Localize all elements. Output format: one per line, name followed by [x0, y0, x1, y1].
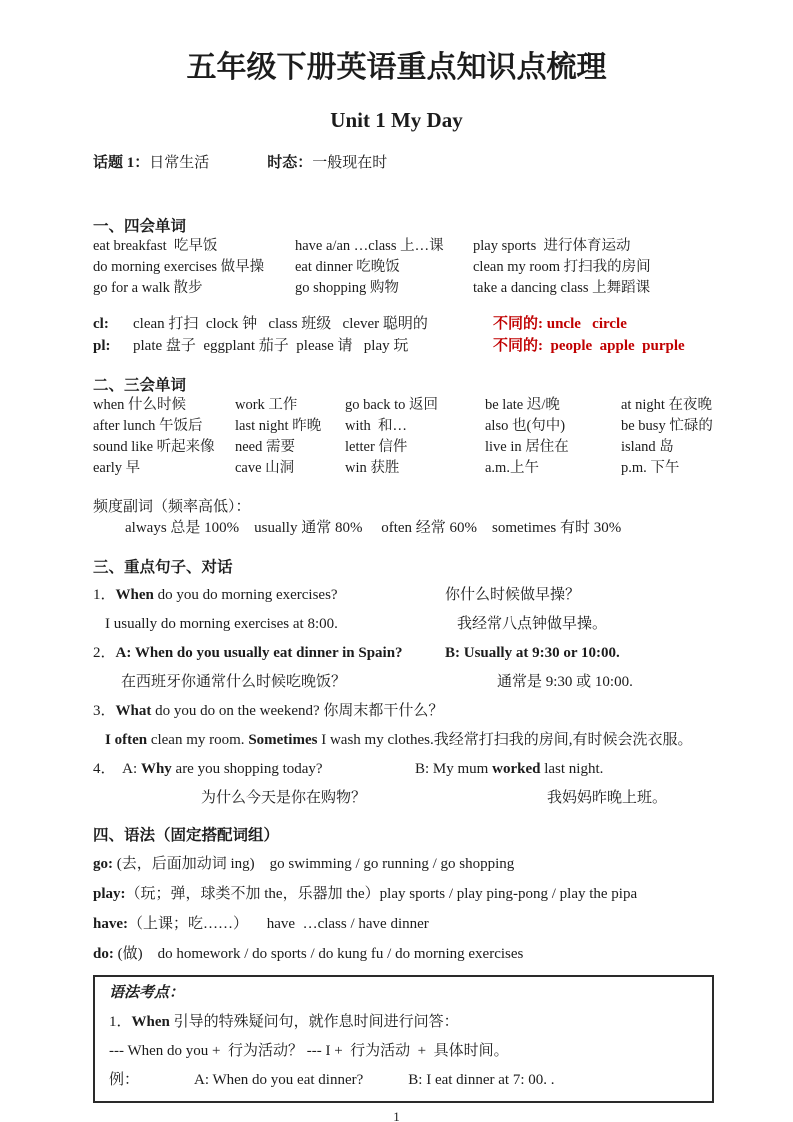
- topic-line: [93, 151, 713, 172]
- sentence-1-a-cn: 我经常八点钟做早操。: [457, 616, 608, 632]
- sentence-4-b-cn: 我妈妈昨晚上班。: [547, 790, 668, 806]
- word-cell: after lunch 午饭后: [93, 418, 203, 434]
- word-cell: last night 昨晚: [235, 418, 322, 434]
- pl-sound-row: [93, 335, 713, 357]
- word-cell: when 什么时候: [93, 397, 187, 413]
- sentence-4-q-cn: 为什么今天是你在购物？: [201, 790, 367, 806]
- page-number: 1: [393, 1109, 400, 1122]
- word-cell: do morning exercises 做早操: [93, 259, 265, 275]
- word-cell: early 早: [93, 460, 141, 476]
- word-cell: at night 在夜晚: [621, 397, 713, 413]
- sentence-2-translation: [93, 672, 713, 693]
- sentence-1-question: [93, 585, 713, 606]
- sentence-3-answer: I often clean my room. Sometimes I wash my clothes.我经常打扫我的房间,有时候会洗衣服。: [105, 732, 693, 748]
- word-cell: island 岛: [621, 439, 674, 455]
- topic-value: 日常生活: [149, 155, 210, 171]
- word-cell: take a dancing class 上舞蹈课: [473, 280, 651, 296]
- four-words-row: [93, 236, 713, 257]
- grammar-go-line: go: (去，后面加动词 ing) go swimming / go running / go shopping: [93, 856, 515, 872]
- three-words-row: [93, 458, 713, 479]
- sentence-2-q-en: 2．A: When do you usually eat dinner in Spain?: [93, 645, 403, 661]
- frequency-adverbs-heading: 频度副词（频率高低）：: [93, 499, 251, 515]
- example-question: A: When do you eat dinner?: [194, 1072, 364, 1088]
- word-cell: win 获胜: [345, 460, 400, 476]
- grammar-play-line: play:（玩；弹，球类不加 the，乐器加 the）play sports / play ping-pong / play the pipa: [93, 886, 638, 902]
- sentence-1-answer: [93, 614, 713, 635]
- sentence-2-b-cn: 通常是 9:30 或 10:00.: [497, 674, 633, 690]
- grammar-box-pattern: --- When do you + 行为活动？ --- I + 行为活动 + 具体时间。: [109, 1043, 509, 1059]
- three-words-row: [93, 395, 713, 416]
- word-cell: need 需要: [235, 439, 295, 455]
- word-cell: p.m. 下午: [621, 460, 680, 476]
- word-cell: eat breakfast 吃早饭: [93, 238, 218, 254]
- example-label: 例：: [109, 1072, 140, 1088]
- word-cell: have a/an …class 上…课: [295, 238, 444, 254]
- sentence-2-question: [93, 643, 713, 664]
- topic-label: 话题 1：: [93, 155, 150, 171]
- three-words-row: [93, 416, 713, 437]
- section2-heading: 二、三会单词: [93, 377, 187, 394]
- document-title: 五年级下册英语重点知识点梳理: [186, 51, 607, 84]
- sentence-3-question: 3．What do you do on the weekend? 你周末都干什么？: [93, 703, 444, 719]
- word-cell: go shopping 购物: [295, 280, 399, 296]
- word-cell: play sports 进行体育运动: [473, 238, 631, 254]
- word-cell: work 工作: [235, 397, 298, 413]
- sentence-4-q-en: 4． A: Why are you shopping today?: [93, 761, 323, 777]
- grammar-points-box: [93, 975, 714, 1103]
- word-cell: live in 居住在: [485, 439, 569, 455]
- cl-sound-row: [93, 313, 713, 335]
- unit-title: Unit 1 My Day: [330, 108, 463, 132]
- sentence-4-translation: [93, 788, 713, 809]
- cl-words: clean 打扫 clock 钟 class 班级 clever 聪明的: [133, 316, 428, 332]
- sentence-2-b-en: B: Usually at 9:30 or 10:00.: [445, 645, 620, 661]
- word-cell: be busy 忙碌的: [621, 418, 713, 434]
- word-cell: letter 信件: [345, 439, 408, 455]
- word-cell: also 也(句中): [485, 418, 566, 434]
- four-words-row: [93, 278, 713, 299]
- four-words-row: [93, 257, 713, 278]
- cl-exceptions: 不同的: uncle circle: [493, 316, 627, 332]
- sentence-1-q-en: 1．When do you do morning exercises?: [93, 587, 338, 603]
- sentence-1-q-cn: 你什么时候做早操？: [445, 587, 581, 603]
- grammar-have-line: have:（上课；吃……） have …class / have dinner: [93, 916, 429, 932]
- three-words-row: [93, 437, 713, 458]
- section4-heading: 四、语法（固定搭配词组）: [93, 827, 280, 844]
- word-cell: a.m.上午: [485, 460, 539, 476]
- sentence-1-a-en: I usually do morning exercises at 8:00.: [105, 616, 338, 632]
- pl-label: pl:: [93, 338, 111, 354]
- pl-words: plate 盘子 eggplant 茄子 please 请 play 玩: [133, 338, 409, 354]
- grammar-do-line: do: (做) do homework / do sports / do kung fu / do morning exercises: [93, 946, 524, 962]
- tense-label: 时态：: [267, 155, 313, 171]
- word-cell: with 和…: [345, 418, 408, 434]
- word-cell: be late 迟/晚: [485, 397, 560, 413]
- word-cell: sound like 听起来像: [93, 439, 215, 455]
- word-cell: clean my room 打扫我的房间: [473, 259, 651, 275]
- sentence-4-b-en: B: My mum worked last night.: [415, 761, 604, 777]
- tense-value: 一般现在时: [312, 155, 388, 171]
- frequency-adverbs-line: always 总是 100% usually 通常 80% often 经常 60% sometimes 有时 30%: [125, 520, 622, 536]
- section3-heading: 三、重点句子、对话: [93, 559, 233, 576]
- cl-label: cl:: [93, 316, 109, 332]
- word-cell: eat dinner 吃晚饭: [295, 259, 400, 275]
- word-cell: go for a walk 散步: [93, 280, 203, 296]
- pl-exceptions: 不同的: people apple purple: [493, 338, 685, 354]
- grammar-box-point1: 1．When 引导的特殊疑问句，就作息时间进行问答：: [109, 1014, 459, 1030]
- grammar-box-example: [109, 1070, 698, 1091]
- grammar-box-heading: 语法考点：: [109, 985, 185, 1001]
- sentence-2-q-cn: 在西班牙你通常什么时候吃晚饭？: [121, 674, 347, 690]
- example-answer: B: I eat dinner at 7: 00. .: [408, 1072, 555, 1088]
- word-cell: cave 山洞: [235, 460, 295, 476]
- sentence-4-question: [93, 759, 713, 780]
- section1-heading: 一、四会单词: [93, 218, 187, 235]
- word-cell: go back to 返回: [345, 397, 439, 413]
